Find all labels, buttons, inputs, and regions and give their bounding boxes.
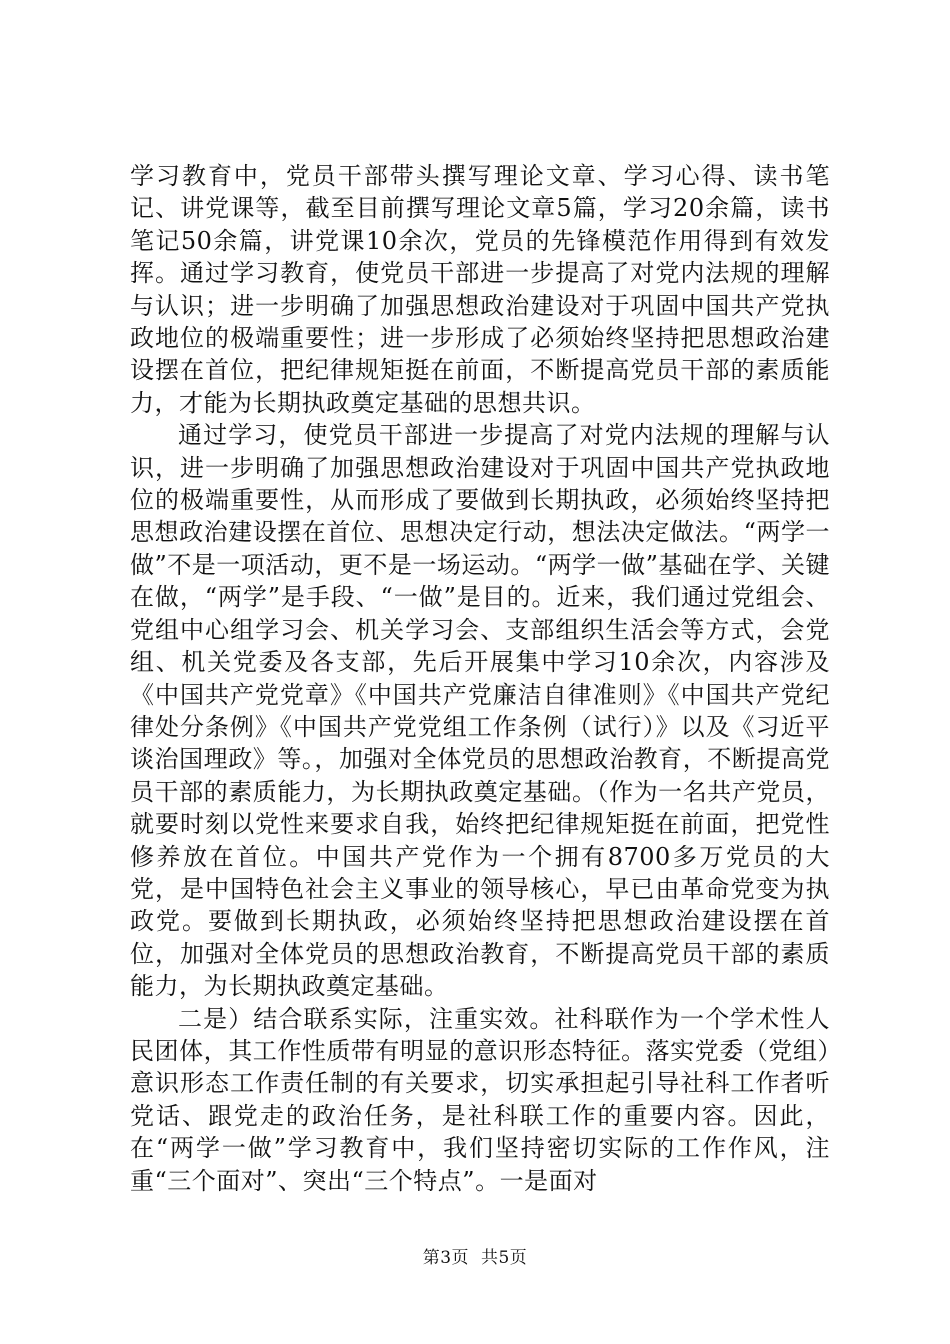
document-body	[130, 160, 830, 1197]
paragraph-3: 二是）结合联系实际，注重实效。社科联作为一个学术性人民团体，其工作性质带有明显的意识形态特征。落实党委（党组）意识形态工作责任制的有关要求，切实承担起引导社科工作者听党话、跟党走的政治任务，是社科联工作的重要内容。因此，在“两学一做”学习教育中，我们坚持密切实际的工作作风，注重“三个面对”、突出“三个特点”。一是面对	[130, 1004, 830, 1195]
page-footer	[0, 1243, 950, 1268]
paragraph-2: 通过学习，使党员干部进一步提高了对党内法规的理解与认识，进一步明确了加强思想政治建设对于巩固中国共产党执政地位的极端重要性，从而形成了要做到长期执政，必须始终坚持把思想政治建设摆在首位、思想决定行动，想法决定做法。“两学一做”不是一项活动，更不是一场运动。“两学一做”基础在学、关键在做，“两学”是手段、“一做”是目的。近来，我们通过党组会、党组中心组学习会、机关学习会、支部组织生活会等方式，会党组、机关党委及各支部，先后开展集中学习10余次，内容涉及《中国共产党党章》《中国共产党廉洁自律准则》《中国共产党纪律处分条例》《中国共产党党组工作条例（试行）》以及《习近平谈治国理政》等。，加强对全体党员的思想政治教育，不断提高党员干部的素质能力，为长期执政奠定基础。（作为一名共产党员，就要时刻以党性来要求自我，始终把纪律规矩挺在前面，把党性修养放在首位。中国共产党作为一个拥有8700多万党员的大党，是中国特色社会主义事业的领导核心，早已由革命党变为执政党。要做到长期执政，必须始终坚持把思想政治建设摆在首位，加强对全体党员的思想政治教育，不断提高党员干部的素质能力，为长期执政奠定基础。	[130, 421, 830, 1001]
page-total: 共5页	[480, 1248, 528, 1268]
page-number: 第3页	[422, 1248, 470, 1268]
paragraph-1: 学习教育中，党员干部带头撰写理论文章、学习心得、读书笔记、讲党课等，截至目前撰写理论文章5篇，学习20余篇，读书笔记50余篇，讲党课10余次，党员的先锋模范作用得到有效发挥。通过学习教育，使党员干部进一步提高了对党内法规的理解与认识；进一步明确了加强思想政治建设对于巩固中国共产党执政地位的极端重要性；进一步形成了必须始终坚持把思想政治建设摆在首位，把纪律规矩挺在前面，不断提高党员干部的素质能力，才能为长期执政奠定基础的思想共识。	[130, 162, 830, 417]
